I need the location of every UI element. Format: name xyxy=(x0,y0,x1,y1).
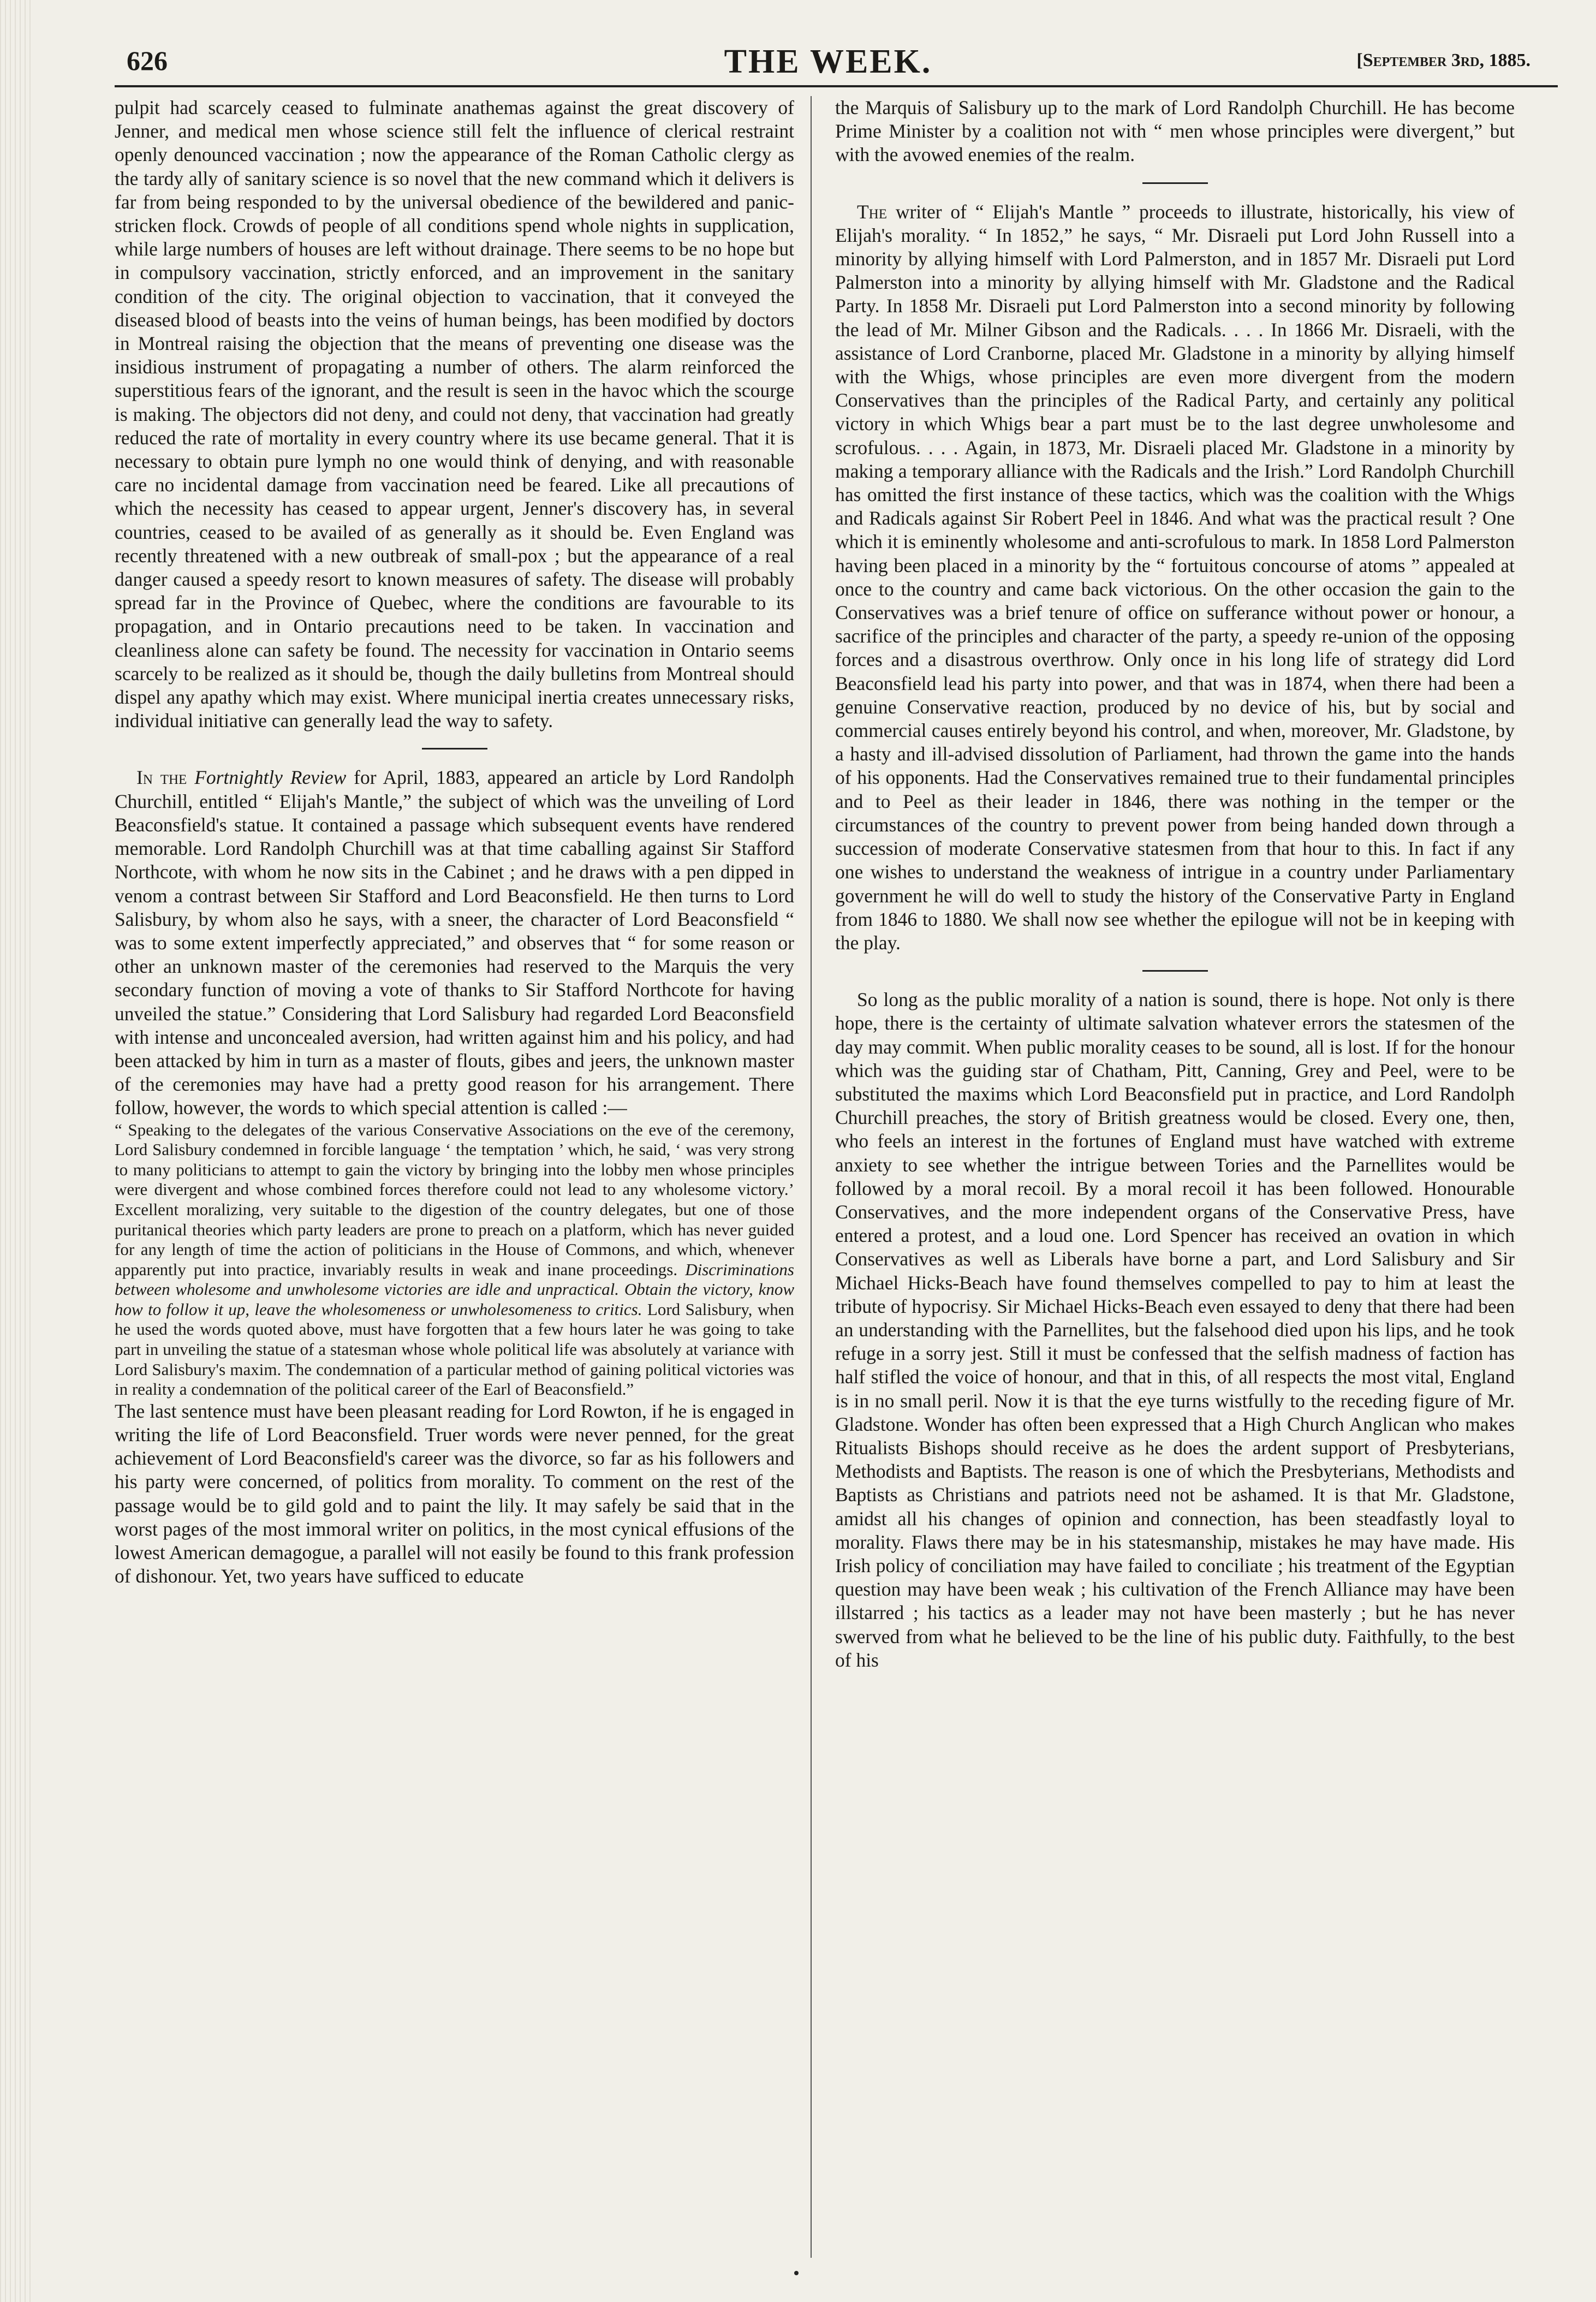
vaccination-paragraph: pulpit had scarcely ceased to fulminate anathemas against the great discovery of Jenner, and medical men whose science still felt the influence of clerical restraint openly denounced vaccination ; now the appearance of the Roman Catholic clergy as the tardy ally of sanitary science is so novel that the new command which it delivers is far from being responded to by the universal obedience of the bewildered and panic-stricken flock. Crowds of people of all conditions spend whole nights in supplication, while large numbers of houses are left without drainage. There seems to be no hope but in compulsory vaccination, strictly enforced, and an improvement in the sanitary condition of the city. The original objection to vaccination, that it conveyed the diseased blood of beasts into the veins of human beings, has been modified by doctors in Montreal raising the objection that the means of preventing one disease was the insidious instrument of propagating a number of others. The alarm reinforced the superstitious fears of the ignorant, and the result is seen in the havoc which the scourge is making. The objectors did not deny, and could not deny, that vaccination had greatly reduced the rate of mortality in every country where its use became general. That it is necessary to obtain pure lymph no one would think of denying, and with reasonable care no incidental damage from vaccination need be feared. Like all precautions of which the necessity has ceased to appear urgent, Jenner's discovery has, in several countries, ceased to be availed of as generally as it should be. Even England was recently threatened with a new outbreak of small-pox ; but the appearance of a real danger caused a speedy resort to known measures of safety. The disease will probably spread far in the Province of Quebec, where the conditions are favourable to its propagation, and in Ontario precautions need to be taken. In vaccination and cleanliness alone can safety be found. The necessity for vaccination in Ontario seems scarcely to be realized as it should be, though the daily bulletins from Montreal should dispel any apathy which may exist. Where municipal inertia creates unnecessary risks, individual initiative can generally lead the way to safety. xyxy=(115,97,794,732)
quote-part-b: Lord Salisbury, when he used the words quoted above, must have forgotten that a few hours later he was going to take part in unveiling the statue of a statesman whose whole political life was absolutely at variance with Lord Salisbury's maxim. The condemnation of a particular method of gaining political victories was in reality a condemnation of the political career of the Earl of Beaconsfield.” xyxy=(115,1299,794,1399)
issue-date: [September 3rd, 1885. xyxy=(1356,50,1531,70)
drop-word: In the xyxy=(136,766,187,789)
salisbury-continuation: the Marquis of Salisbury up to the mark of Lord Randolph Churchill. He has become Prime Minister by a coalition not with “ men whose principles were divergent,” but with the avowed enemies of the realm. xyxy=(835,97,1515,166)
page-header xyxy=(126,43,1531,81)
history-paragraph xyxy=(835,200,1515,955)
history-text: writer of “ Elijah's Mantle ” proceeds to illustrate, historically, his view of Elijah's morality. “ In 1852,” he says, “ Mr. Disraeli put Lord John Russell into a minority by allying himself with Lord Palmerston, and in 1857 Mr. Disraeli put Lord Palmerston into a minority by allying himself with Mr. Gladstone and the Radical Party. In 1858 Mr. Disraeli put Lord Palmerston into a second minority by following the lead of Mr. Milner Gibson and the Radicals. . . . In 1866 Mr. Disraeli, with the assistance of Lord Cranborne, placed Mr. Gladstone in a minority by allying himself with the Whigs, whose principles are even more divergent from the modern Conservatives than the principles of the Radical Party, and certainly any political victory in which Whigs bear a part must be to the last degree unwholesome and scrofulous. . . . Again, in 1873, Mr. Disraeli placed Mr. Gladstone in a minority by making a temporary alliance with the Radicals and the Irish.” Lord Randolph Churchill has omitted the first instance of these tactics, which was the coalition with the Whigs and Radicals against Sir Robert Peel in 1846. And what was the practical result ? One which it is eminently wholesome and anti-scrofulous to mark. In 1858 Lord Palmerston having been placed in a minority by the “ fortuitous concourse of atoms ” appealed at once to the country and came back victorious. On the other occasion the gain to the Conservatives was a brief tenure of office on sufferance without power or honour, a sacrifice of the principles and character of the party, a speedy re-union of the opposing forces and a disastrous overthrow. Only once in his long life of strategy did Lord Beaconsfield lead his party into power, and that was in 1874, when there had been a genuine Conservative reaction, produced by no device of his, but by social and commercial causes entirely beyond his control, and when, moreover, Mr. Gladstone, by a hasty and ill-advised dissolution of Parliament, had thrown the game into the hands of his opponents. Had the Conservatives remained true to their fundamental principles and to Peel as their leader in 1846, there was nothing in the temper or the circumstances of the country to prevent power from being handed down through a succession of moderate Conservative statesmen from that hour to this. In fact if any one wishes to understand the weakness of intrigue in a country under Parliamentary government he will do well to study the history of the Conservative Party in England from 1846 to 1880. We shall now see whether the epilogue will not be in keeping with the play. xyxy=(835,200,1515,954)
binding-edge xyxy=(0,0,33,2302)
publication-title: THE WEEK. xyxy=(724,43,932,80)
section-separator xyxy=(1142,182,1208,184)
elijah-intro-text: for April, 1883, appeared an article by Lord Randolph Churchill, entitled “ Elijah's Mantle,” the subject of which was the unveiling of Lord Beaconsfield's statue. It contained a passage which subsequent events have rendered memorable. Lord Randolph Churchill was at that time caballing against Sir Stafford Northcote, with whom he now sits in the Cabinet ; and he draws with a pen dipped in venom a contrast between Sir Stafford and Lord Beaconsfield. He then turns to Lord Salisbury, by whom also he says, with a sneer, the character of Lord Beaconsfield “ was to some extent imperfectly appreciated,” and observes that “ for some reason or other an unknown master of the ceremonies had reserved to the Marquis the very secondary function of moving a vote of thanks to Sir Stafford Northcote for having unveiled the statue.” Considering that Lord Salisbury had regarded Lord Beaconsfield with intense and unconcealed aversion, had written against him and his policy, and had been attacked by him in turn as a master of flouts, gibes and jeers, the unknown master of the ceremonies may have had a pretty good reason for his arrangement. There follow, however, the words to which special attention is called :— xyxy=(115,766,794,1119)
header-rule xyxy=(115,85,1558,87)
quote-italic: Discriminations between wholesome and unwholesome victories are idle and unpractical. Obtain the victory, know how to follow it up, leave the wholesomeness or unwholesomeness to critics. xyxy=(115,1259,794,1319)
left-column xyxy=(115,96,794,2269)
elijah-intro-paragraph xyxy=(115,766,794,1120)
column-rule xyxy=(811,96,812,2258)
footer-dot xyxy=(794,2271,799,2275)
quote-part-a: “ Speaking to the delegates of the various Conservative Associations on the eve of the ceremony, Lord Salisbury condemned in forcible language ‘ the temptation ’ which, he said, ‘ was very strong to many politicians to attempt to gain the victory by bringing into the lobby men whose principles were divergent and whose combined forces therefore could not lead to any wholesome victory.’ Excellent moralizing, very suitable to the digestion of the country delegates, but one of those puritanical theories which party leaders are prone to preach on a platform, which has never guided for any length of time the action of politicians in the House of Commons, and which, whenever apparently put into practice, invariably results in weak and inane proceedings. xyxy=(115,1120,794,1279)
quoted-passage xyxy=(115,1120,794,1400)
page-number: 626 xyxy=(127,45,168,76)
rowton-paragraph: The last sentence must have been pleasant reading for Lord Rowton, if he is engaged in writing the life of Lord Beaconsfield. Truer words were never penned, for the great achievement of Lord Beaconsfield's career was the divorce, so far as his followers and his party were concerned, of politics from morality. To comment on the rest of the passage would be to gild gold and to paint the lily. It may safely be said that in the worst pages of the most immoral writer on politics, in the most cynical effusions of the lowest American demagogue, a parallel will not easily be found to this frank profession of dishonour. Yet, two years have sufficed to educate xyxy=(115,1400,794,1587)
section-separator xyxy=(1142,970,1208,972)
drop-word: The xyxy=(857,200,888,223)
journal-title: Fortnightly Review xyxy=(194,766,347,789)
section-separator xyxy=(422,748,487,750)
right-column xyxy=(835,96,1515,2269)
morality-paragraph: So long as the public morality of a nation is sound, there is hope. Not only is there hope, there is the certainty of ultimate salvation whatever errors the statesmen of the day may commit. When public morality ceases to be sound, all is lost. If for the honour which was the guiding star of Chatham, Pitt, Canning, Grey and Peel, were to be substituted the maxims which Lord Beaconsfield put in practice, and Lord Randolph Churchill preaches, the story of British greatness would be closed. Every one, then, who feels an interest in the fortunes of England must have watched with extreme anxiety to see whether the intrigue between Tories and the Parnellites would be followed by a moral recoil. By a moral recoil it has been followed. Honourable Conservatives, and the more independent organs of the Conservative Press, have entered a protest, and a loud one. Lord Spencer has received an ovation in which Conservatives as well as Liberals have borne a part, and Lord Salisbury and Sir Michael Hicks-Beach have found themselves compelled to pay to him at least the tribute of hypocrisy. Sir Michael Hicks-Beach even essayed to deny that there had been an understanding with the Parnellites, but the falsehood died upon his lips, and he took refuge in a sorry jest. Still it must be confessed that the selfish madness of faction has half stifled the voice of honour, and that in this, of all respects the most vital, England is in no small peril. Now it is that the eye turns wistfully to the receding figure of Mr. Gladstone. Wonder has often been expressed that a High Church Anglican who makes Ritualists Bishops should receive as he does the ardent support of Presbyterians, Methodists and Baptists. The reason is one of which the Presbyterians, Methodists and Baptists as Christians and patriots need not be ashamed. It is that Mr. Gladstone, amidst all his changes of opinion and connection, has been steadfastly loyal to morality. Flaws there may be in his statesmanship, mistakes he may have made. His Irish policy of conciliation may have failed to conciliate ; his treatment of the Egyptian question may have been weak ; his cultivation of the French Alliance may have been illstarred ; his tactics as a leader may not have been masterly ; but he has never swerved from what he believed to be the line of his public duty. Faithfully, to the best of his xyxy=(835,989,1515,1671)
